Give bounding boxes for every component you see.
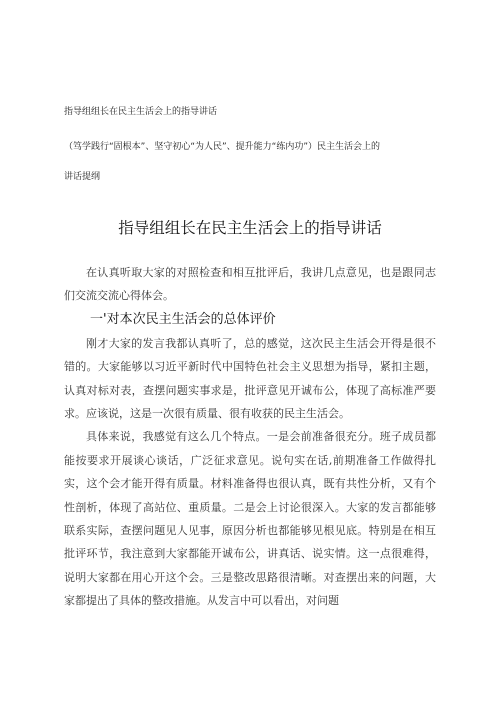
paragraph-intro: 在认真听取大家的对照检查和相互批评后，我讲几点意见，也是跟同志们交流交流心得体会。 xyxy=(64,266,436,303)
paragraph-overall: 刚才大家的发言我都认真听了，总的感觉，这次民主生活会开得是很不错的。大家能够以习近平新时代中国特色社会主义思想为指导，紧扣主题，认真对标对表，查摆问题实事求是，批评意见开诚布公，体现了高标准严要求。应该说，这是一次很有质量、很有收获的民主生活会。 xyxy=(64,336,436,421)
header-line-3: 讲话提纲 xyxy=(64,172,101,182)
header-line-1: 指导组组长在民主生活会上的指导讲话 xyxy=(64,107,218,117)
section-heading-1: 一'对本次民主生活会的总体评价 xyxy=(90,311,276,327)
header-line-2: （笃学践行“固根本”、坚守初心“为人民”、提升能力“练内功”）民主生活会上的 xyxy=(64,142,380,152)
document-title: 指导组组长在民主生活会上的指导讲话 xyxy=(118,219,382,237)
document-body xyxy=(64,261,436,613)
paragraph-features: 具体来说，我感觉有这么几个特点。一是会前准备很充分。班子成员都能按要求开展谈心谈话，广泛征求意见。说句实在话,前期准备工作做得扎实，这个会才能开得有质量。材料准备得也很认真，既有共性分析，又有个性剖析，体现了高站位、重质量。二是会上讨论很深入。大家的发言都能够联系实际，查摆问题见人见事，原因分析也都能够见根见底。特别是在相互批评环节，我注意到大家都能开诚布公，讲真话、说实情。这一点很难得，说明大家都在用心开这个会。三是整改思路很清晰。对查摆出来的问题，大家都提出了具体的整改措施。从发言中可以看出，对问题 xyxy=(64,430,436,608)
